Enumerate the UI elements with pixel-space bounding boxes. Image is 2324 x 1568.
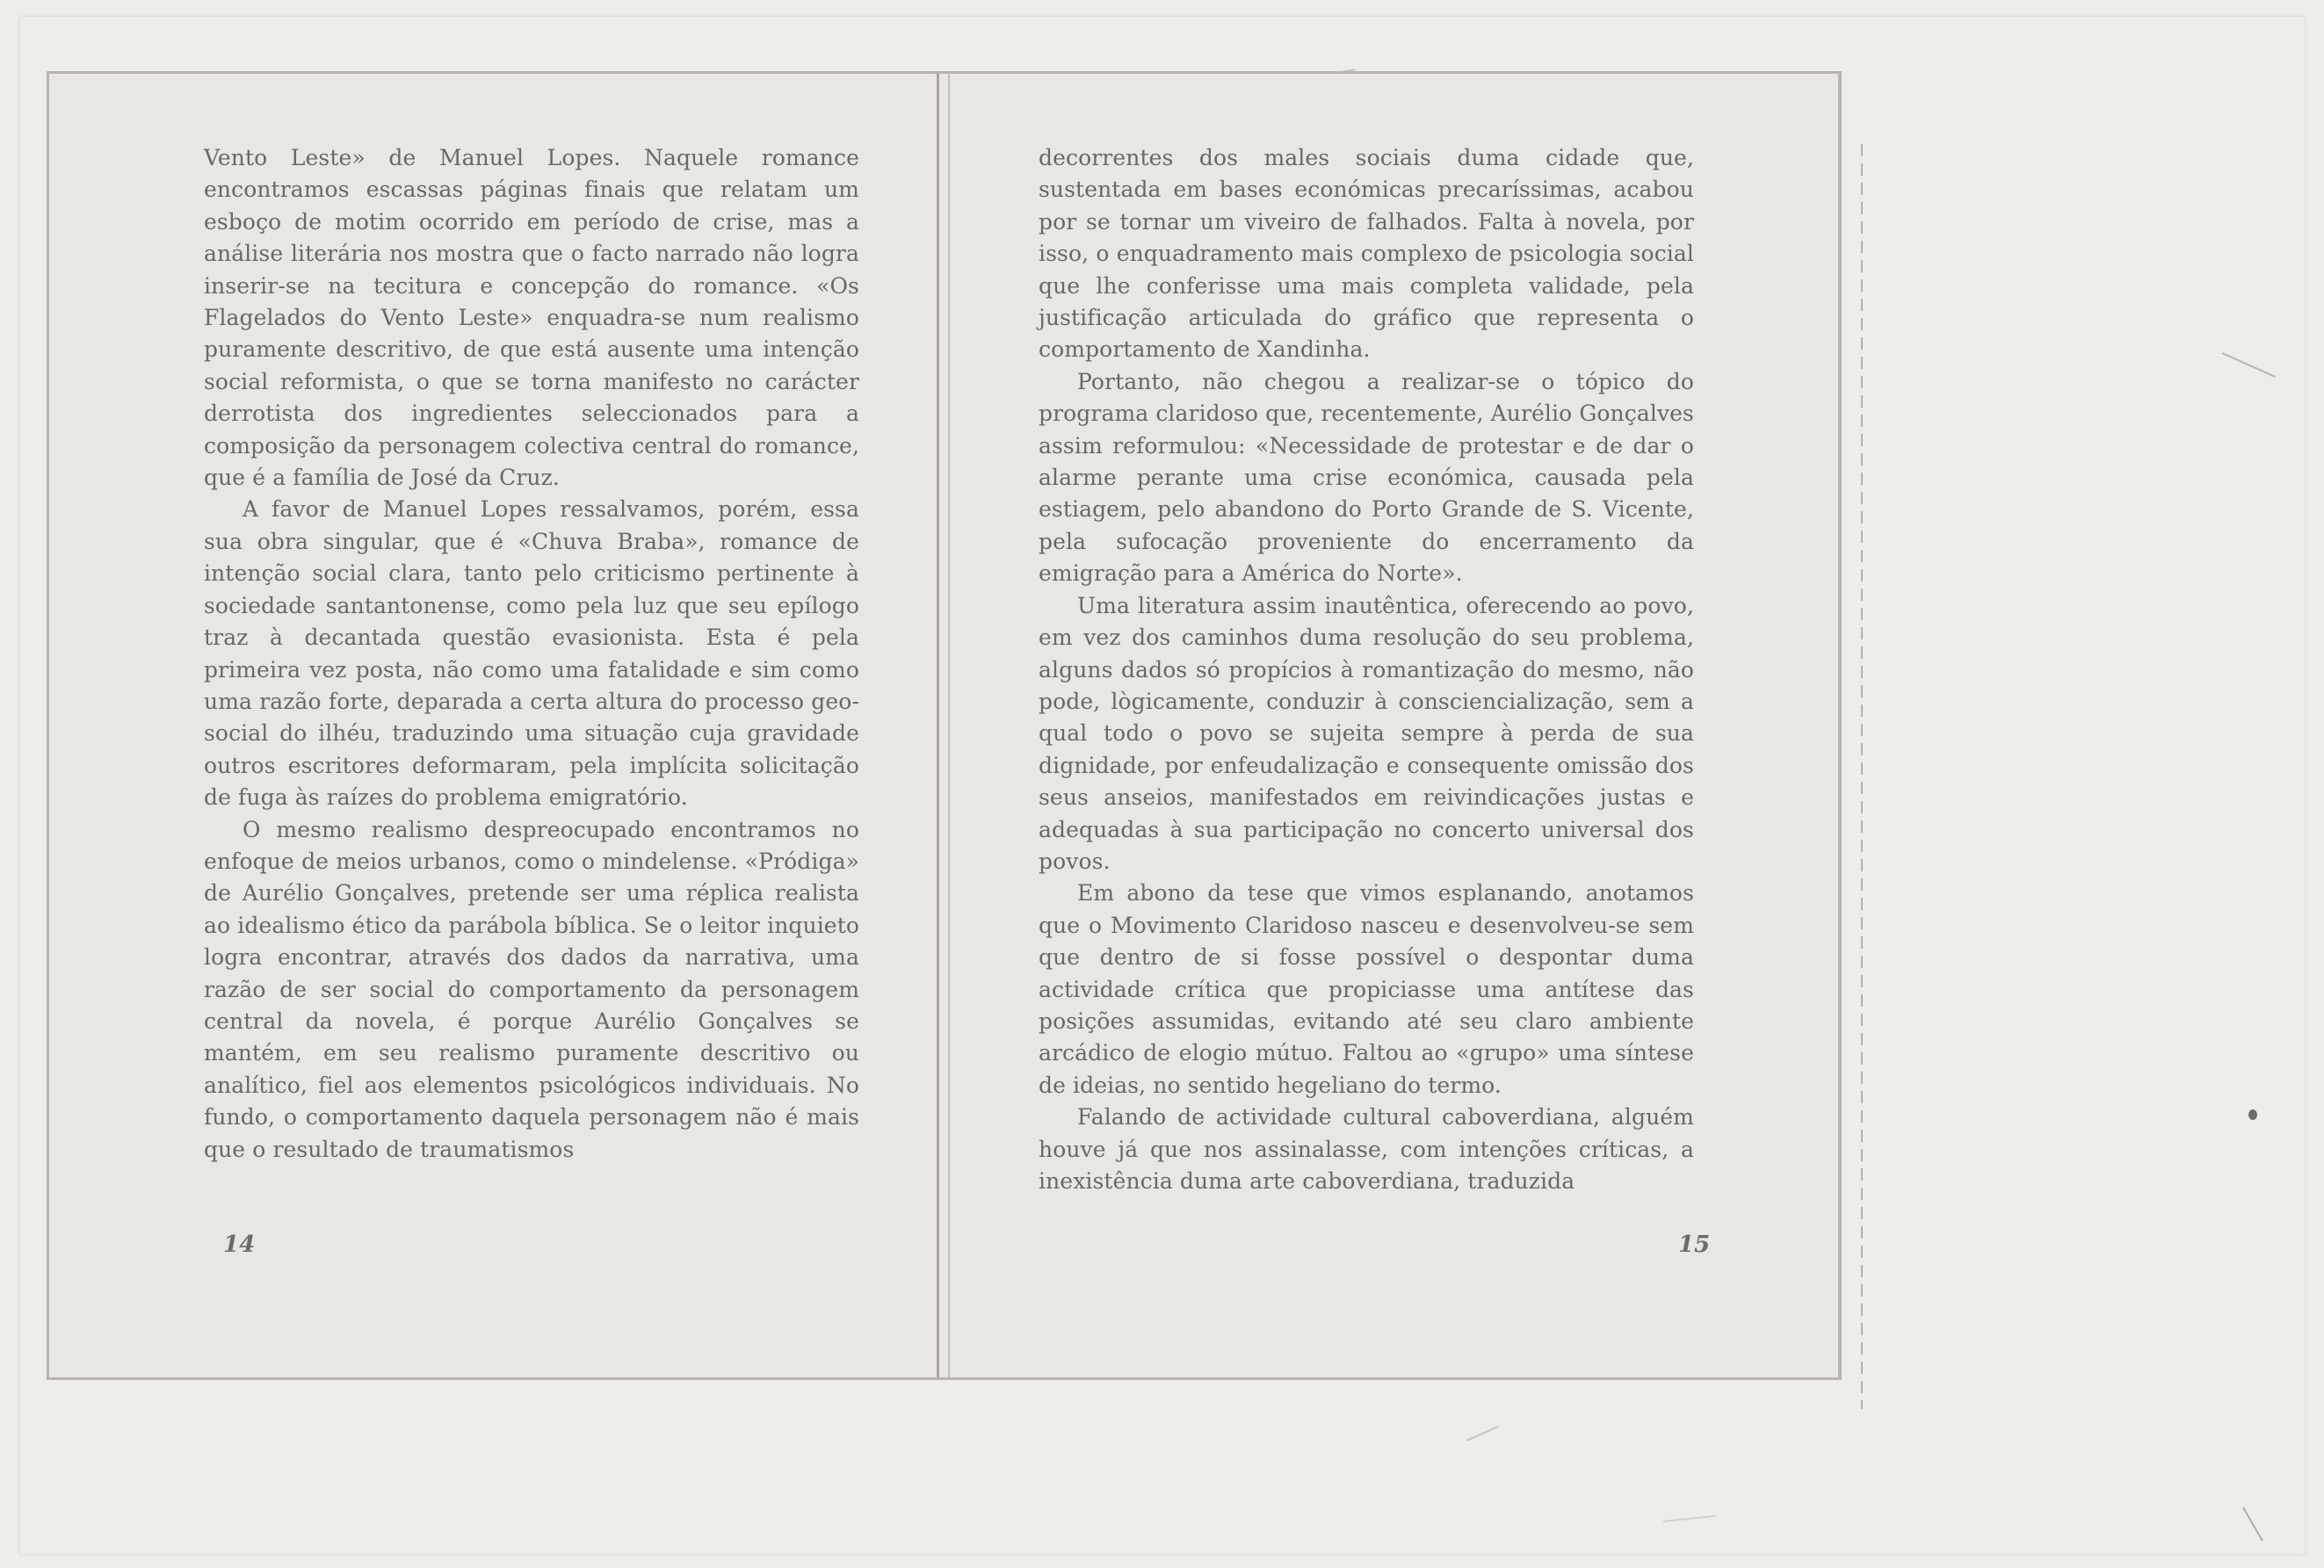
paragraph: Falando de actividade cultural caboverdiana, alguém houve já que nos assinalasse, com intenções críticas, a inexistência duma arte caboverdiana, traduzida [1039,1104,1694,1194]
page-number-left: 14 [223,1232,256,1258]
photographed-sheet [19,16,2306,1555]
scratch-mark [1663,1515,1716,1522]
ink-dot-mark [2248,1109,2257,1120]
page-number-right: 15 [1678,1232,1711,1258]
paragraph: Portanto, não chegou a realizar-se o tópico do programa claridoso que, recentemente, Aurélio Gonçalves assim reformulou: «Necessidade de protestar e de dar o alarme perante uma crise económica, causada pela estiagem, pelo abandono do Porto Grande de S. Vicente, pela sufocação proveniente do encerramento da emigração para a América do Norte». [1039,368,1694,587]
paragraph: Em abono da tese que vimos esplanando, anotamos que o Movimento Claridoso nasceu e desenvolveu-se sem que dentro de si fosse possível o despontar duma actividade crítica que propiciasse uma antítese das posições assumidas, evitando até seu claro ambiente arcádico de elogio mútuo. Faltou ao «grupo» uma síntese de ideias, no sentido hegeliano do termo. [1039,880,1694,1098]
book-gutter [937,74,950,1377]
paragraph: O mesmo realismo despreocupado encontramos no enfoque de meios urbanos, como o mindelense. «Pródiga» de Aurélio Gonçalves, pretende ser uma réplica realista ao idealismo ético da parábola bíblica. Se o leitor inquieto logra encontrar, através dos dados da narrativa, uma razão de ser social do comportamento da personagem central da novela, é porque Aurélio Gonçalves se mantém, em seu realismo puramente descritivo ou analítico, fiel aos elementos psicológicos individuais. No fundo, o comportamento daquela personagem não é mais que o resultado de traumatismos [204,816,859,1162]
print-edge [1861,144,1863,1409]
paragraph: Vento Leste» de Manuel Lopes. Naquele romance encontramos escassas páginas finais que relatam um esboço de motim ocorrido em período de crise, mas a análise literária nos mostra que o facto narrado não logra inserir-se na tecitura e concepção do romance. «Os Flagelados do Vento Leste» enquadra-se num realismo puramente descritivo, de que está ausente uma intenção social reformista, o que se torna manifesto no carácter derrotista dos ingredientes seleccionados para a composição da personagem colectiva central do romance, que é a família de José da Cruz. [204,145,859,491]
paragraph: Uma literatura assim inautêntica, oferecendo ao povo, em vez dos caminhos duma resolução do seu problema, alguns dados só propícios à romantização do mesmo, não pode, lògicamente, conduzir à consciencialização, sem a qual todo o povo se sujeita sempre à perda de sua dignidade, por enfeudalização e consequente omissão dos seus anseios, manifestados em reivindicações justas e adequadas à sua participação no concerto universal dos povos. [1039,592,1694,874]
scratch-mark [1466,1426,1499,1442]
right-page-text [1039,142,1694,1197]
left-page-text [204,142,859,1166]
scratch-mark [2242,1507,2263,1542]
paragraph: decorrentes dos males sociais duma cidade que, sustentada em bases económicas precaríssimas, acabou por se tornar um viveiro de falhados. Falta à novela, por isso, o enquadramento mais complexo de psicologia social que lhe conferisse uma mais completa validade, pela justificação articulada do gráfico que representa o comportamento de Xandinha. [1039,145,1694,363]
paragraph: A favor de Manuel Lopes ressalvamos, porém, essa sua obra singular, que é «Chuva Braba», romance de intenção social clara, tanto pelo criticismo pertinente à sociedade santantonense, como pela luz que seu epílogo traz à decantada questão evasionista. Esta é pela primeira vez posta, não como uma fatalidade e sim como uma razão forte, deparada a certa altura do processo geo-social do ilhéu, traduzindo uma situação cuja gravidade outros escritores deformaram, pela implícita solicitação de fuga às raízes do problema emigratório. [204,496,859,811]
scratch-mark [2222,352,2276,378]
book-spread-print [47,71,1842,1380]
